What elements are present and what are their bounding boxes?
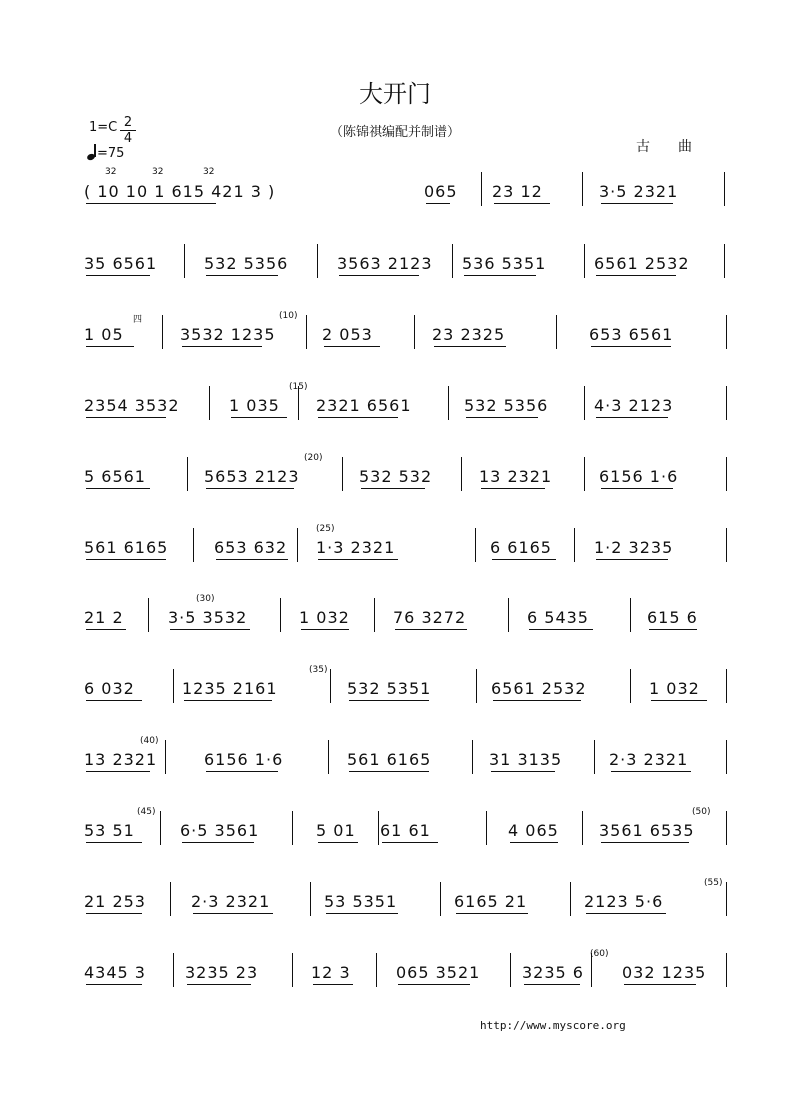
measure-notes: 6165 21 [454,892,528,911]
beam-underline [318,559,398,560]
beam-underline [318,842,358,843]
measure-notes: 5653 2123 [204,467,300,486]
measure-notes: 31 3135 [489,750,563,769]
measure-notes: 561 6165 [347,750,432,769]
score-line [84,248,730,278]
beam-underline [86,417,166,418]
measure-notes: 13 2321 [479,467,553,486]
bar-line [173,953,174,987]
beam-underline [86,842,142,843]
measure-notes: 532 5351 [347,679,432,698]
bar-line [726,457,727,491]
beam-underline [382,842,438,843]
measure-notes: 6 6165 [490,538,552,557]
bar-line [726,386,727,420]
bar-line [582,172,583,206]
bar-line [328,740,329,774]
beam-underline [510,842,558,843]
score-line [84,532,730,562]
measure-notes: 536 5351 [462,254,547,273]
bar-line [476,669,477,703]
measure-notes: 6561 2532 [594,254,690,273]
measure-notes: 1235 2161 [182,679,278,698]
measure-notes: 53 51 [84,821,135,840]
measure-number: (15) [289,382,308,392]
beam-underline [206,275,278,276]
measure-notes: 21 2 [84,608,124,627]
beam-underline [596,417,668,418]
measure-notes: 4345 3 [84,963,146,982]
measure-notes: 3235 23 [185,963,259,982]
measure-notes: 61 61 [380,821,431,840]
bar-line [297,528,298,562]
score-line [84,744,730,774]
beam-underline [466,417,538,418]
bar-line [440,882,441,916]
bar-line [374,598,375,632]
bar-line [570,882,571,916]
bar-line [481,172,482,206]
score-line [84,461,730,491]
beam-underline [586,913,666,914]
measure-notes: 35 6561 [84,254,158,273]
beam-underline [339,275,419,276]
quarter-note-icon [87,144,97,160]
beam-underline [86,559,166,560]
beam-underline [231,417,287,418]
beam-underline [86,913,142,914]
measure-notes: 532 5356 [464,396,549,415]
beam-underline [524,984,580,985]
beam-underline [86,771,150,772]
beam-underline [301,629,349,630]
beam-underline [193,913,273,914]
beam-underline [324,346,380,347]
bar-line [726,669,727,703]
measure-notes: 653 632 [214,538,288,557]
bar-line [726,953,727,987]
measure-notes: 21 253 [84,892,146,911]
bar-line [148,598,149,632]
beam-underline [86,629,126,630]
bar-line [342,457,343,491]
measure-notes: 3561 6535 [599,821,695,840]
score-line [84,886,730,916]
grace-note: 32 [203,167,215,177]
measure-notes: 6561 2532 [491,679,587,698]
measure-notes: 653 6561 [589,325,674,344]
measure-notes: 3563 2123 [337,254,433,273]
measure-notes: 065 [424,182,458,201]
bar-line [448,386,449,420]
measure-notes: 4 065 [508,821,559,840]
beam-underline [170,629,250,630]
score-line [84,815,730,845]
footer-url: http://www.myscore.org [480,1019,626,1032]
beam-underline [611,771,691,772]
bar-line [726,811,727,845]
beam-underline [349,700,429,701]
beam-underline [86,700,142,701]
bar-line [292,953,293,987]
tempo-marking [87,144,124,161]
beam-underline [398,984,470,985]
measure-notes: 6 5435 [527,608,589,627]
beam-underline [492,559,556,560]
bar-line [475,528,476,562]
bar-line [452,244,453,278]
beam-underline [361,488,425,489]
beam-underline [313,984,353,985]
beam-underline [395,629,467,630]
bar-line [726,740,727,774]
measure-notes: 12 3 [311,963,351,982]
bar-line [317,244,318,278]
measure-notes: 1 035 [229,396,280,415]
bar-line [574,528,575,562]
measure-notes: 1 032 [649,679,700,698]
measure-notes: 3532 1235 [180,325,276,344]
bar-line [724,244,725,278]
measure-notes: 6 032 [84,679,135,698]
bar-line [594,740,595,774]
bar-line [280,598,281,632]
measure-number: (45) [137,807,156,817]
bar-line [165,740,166,774]
measure-notes: 065 3521 [396,963,481,982]
measure-number: (20) [304,453,323,463]
beam-underline [187,984,251,985]
beam-underline [529,629,593,630]
bar-line [486,811,487,845]
bar-line [630,669,631,703]
meter-top: 2 [123,115,133,130]
measure-notes: 032 1235 [622,963,707,982]
beam-underline [494,203,550,204]
beam-underline [596,559,668,560]
measure-number: (25) [316,524,335,534]
bar-line [173,669,174,703]
bar-line [726,528,727,562]
measure-notes: 53 5351 [324,892,398,911]
bar-line [724,172,725,206]
measure-number: (40) [140,736,159,746]
beam-underline [206,771,278,772]
bar-line [510,953,511,987]
arranger-credit: （陈锦祺编配并制谱） [329,125,460,140]
beam-underline [601,203,673,204]
beam-underline [326,913,398,914]
beam-underline [601,488,673,489]
bar-line [193,528,194,562]
bar-line [162,315,163,349]
bar-line [472,740,473,774]
bar-line [582,811,583,845]
bar-line [184,244,185,278]
measure-notes: 23 2325 [432,325,506,344]
beam-underline [481,488,545,489]
measure-notes: 2321 6561 [316,396,412,415]
measure-notes: 1·3 2321 [316,538,396,557]
beam-underline [651,700,707,701]
bar-line [187,457,188,491]
measure-number: (10) [279,311,298,321]
bar-line [584,457,585,491]
bar-line [508,598,509,632]
score-line [84,390,730,420]
bar-line [556,315,557,349]
beam-underline [456,913,528,914]
measure-notes: 2123 5·6 [584,892,664,911]
measure-number: (60) [590,949,609,959]
beam-underline [86,488,150,489]
measure-number: (35) [309,665,328,675]
measure-notes: 1 032 [299,608,350,627]
measure-notes: ( 10 10 1 615 421 3 ) [84,182,276,201]
measure-notes: 561 6165 [84,538,169,557]
beam-underline [493,700,581,701]
beam-underline [182,346,262,347]
bar-line [726,882,727,916]
beam-underline [318,417,398,418]
score-line [84,957,730,987]
bar-line [160,811,161,845]
beam-underline [182,842,254,843]
bar-line [376,953,377,987]
tempo-value: =75 [97,146,125,161]
measure-notes: 13 2321 [84,750,158,769]
measure-notes: 532 532 [359,467,433,486]
measure-notes: 5 01 [316,821,356,840]
score-line [84,673,730,703]
measure-notes: 6·5 3561 [180,821,260,840]
page-title: 大开门 [359,80,431,108]
measure-notes: 4·3 2123 [594,396,674,415]
measure-notes: 6156 1·6 [599,467,679,486]
beam-underline [86,984,142,985]
bar-line [630,598,631,632]
bar-line [330,669,331,703]
bar-line [209,386,210,420]
beam-underline [216,559,288,560]
beam-underline [349,771,429,772]
composer-label: 古曲 [636,139,720,155]
measure-notes: 2·3 2321 [609,750,689,769]
beam-underline [184,700,272,701]
bar-line [461,457,462,491]
beam-underline [591,346,671,347]
beam-underline [649,629,697,630]
section-mark: 四 [133,315,143,325]
bar-line [170,882,171,916]
bar-line [584,386,585,420]
measure-number: (55) [704,878,723,888]
bar-line [306,315,307,349]
measure-notes: 6156 1·6 [204,750,284,769]
key-signature: 1=C [89,120,118,135]
score-line [84,176,730,206]
bar-line [292,811,293,845]
beam-underline [491,771,555,772]
bar-line [584,244,585,278]
beam-underline [426,203,450,204]
bar-line [726,315,727,349]
measure-notes: 1·2 3235 [594,538,674,557]
measure-notes: 615 6 [647,608,698,627]
beam-underline [601,842,689,843]
beam-underline [434,346,506,347]
measure-notes: 2354 3532 [84,396,180,415]
measure-number: (30) [196,594,215,604]
bar-line [414,315,415,349]
grace-note: 32 [152,167,164,177]
measure-notes: 3·5 2321 [599,182,679,201]
measure-notes: 5 6561 [84,467,146,486]
beam-underline [86,346,134,347]
time-signature [120,116,136,145]
measure-notes: 3235 6 [522,963,584,982]
beam-underline [624,984,696,985]
beam-underline [464,275,536,276]
beam-underline [86,275,150,276]
measure-number: (50) [692,807,711,817]
measure-notes: 2 053 [322,325,373,344]
measure-notes: 3·5 3532 [168,608,248,627]
beam-underline [596,275,676,276]
bar-line [310,882,311,916]
score-line [84,602,730,632]
score-line [84,319,730,349]
beam-underline [206,488,294,489]
beam-underline [86,203,216,204]
bar-line [378,811,379,845]
measure-notes: 23 12 [492,182,543,201]
measure-notes: 2·3 2321 [191,892,271,911]
meter-bottom: 4 [123,131,133,146]
grace-note: 32 [105,167,117,177]
measure-notes: 1 05 [84,325,124,344]
measure-notes: 76 3272 [393,608,467,627]
measure-notes: 532 5356 [204,254,289,273]
